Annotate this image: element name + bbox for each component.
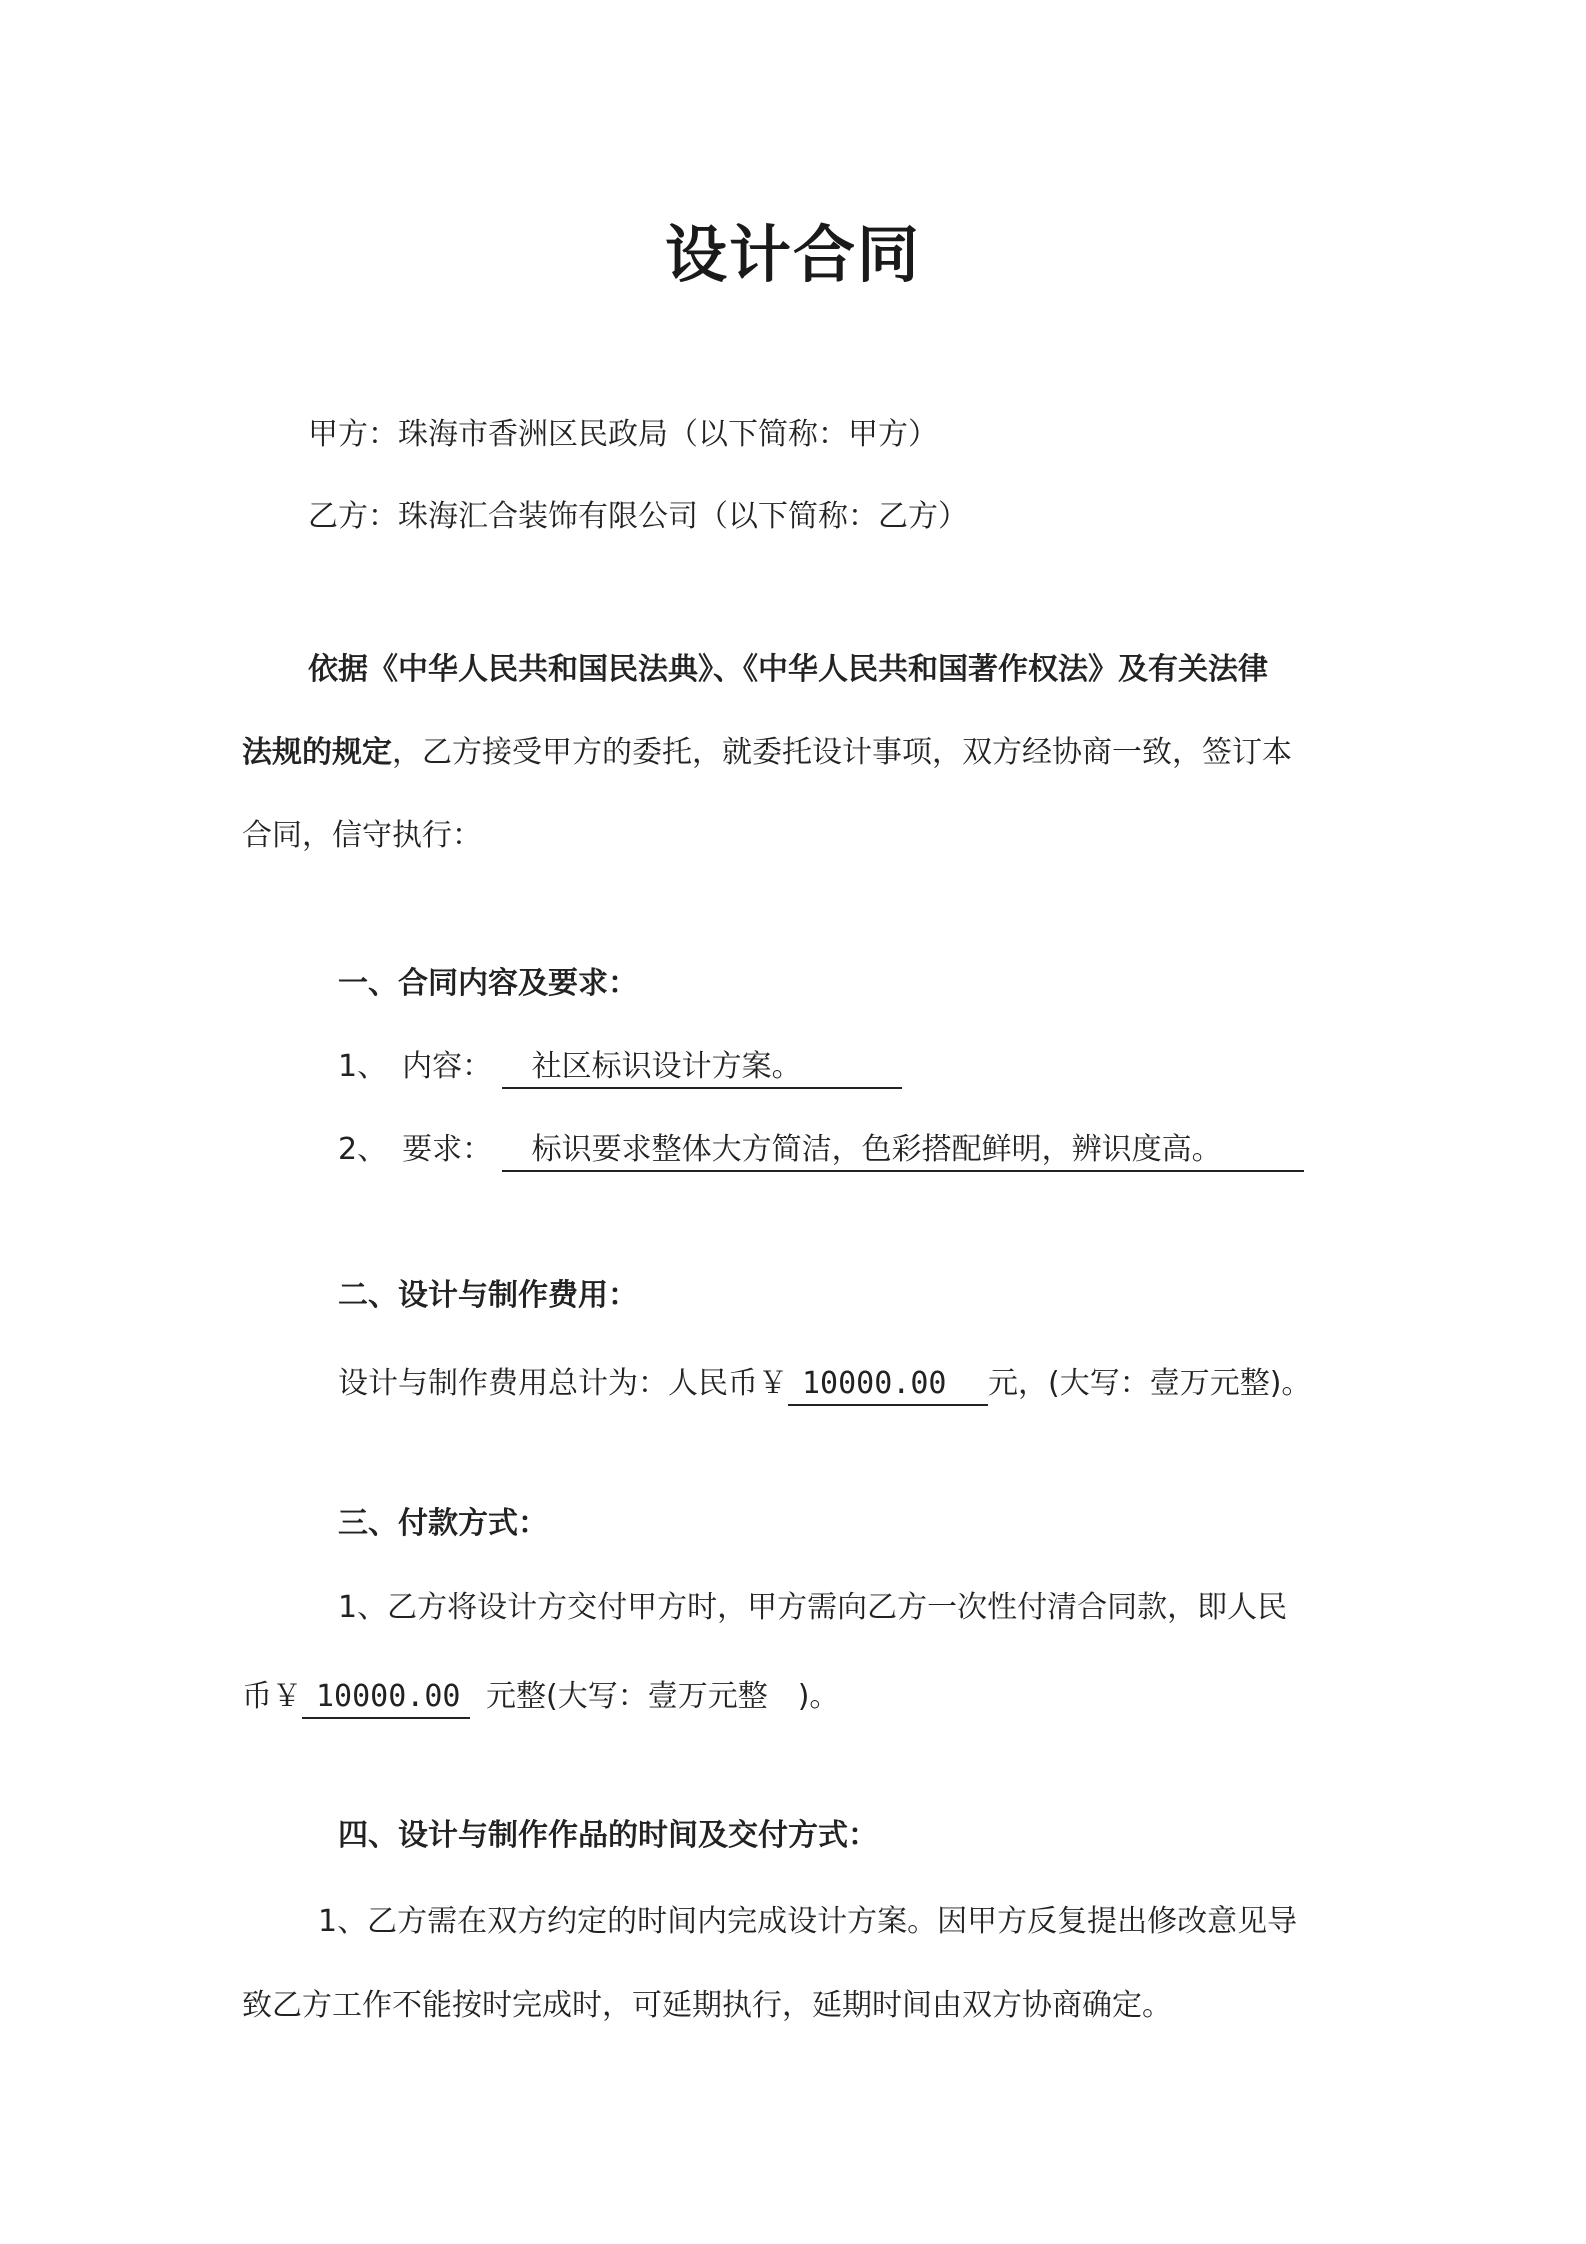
payment-text-after: 元整(大写：壹万元整 )。 (486, 1679, 840, 1714)
section-2-fee-line (338, 1364, 1311, 1406)
section-2-heading: 二、设计与制作费用： (338, 1278, 638, 1313)
section-4-line-2: 致乙方工作不能按时完成时，可延期执行，延期时间由双方协商确定。 (242, 1988, 1172, 2023)
section-4-heading: 四、设计与制作作品的时间及交付方式： (338, 1818, 878, 1853)
document-title: 设计合同 (664, 218, 921, 291)
section-1-item-2 (338, 1130, 1304, 1172)
preamble-line-2 (242, 733, 1292, 773)
fee-amount: 10000.00 (788, 1366, 988, 1406)
preamble-line-1: 依据《中华人民共和国民法典》、《中华人民共和国著作权法》及有关法律 (308, 652, 1268, 687)
section-3-line-1: 1、乙方将设计方交付甲方时，甲方需向乙方一次性付清合同款，即人民 (338, 1590, 1288, 1625)
section-1-item-1 (338, 1047, 902, 1089)
item-1-value: 社区标识设计方案。 (502, 1049, 902, 1089)
preamble-line-2-rest: ，乙方接受甲方的委托，就委托设计事项，双方经协商一致，签订本 (392, 735, 1292, 770)
fee-text-after: 元，(大写：壹万元整)。 (988, 1366, 1312, 1401)
payment-amount: 10000.00 (302, 1679, 470, 1719)
party-a-line: 甲方：珠海市香洲区民政局（以下简称：甲方） (308, 417, 938, 452)
preamble-line-3: 合同，信守执行： (242, 818, 482, 853)
item-1-label: 1、 内容： (338, 1049, 493, 1084)
party-b-line: 乙方：珠海汇合装饰有限公司（以下简称：乙方） (308, 499, 968, 534)
preamble-line-2-bold: 法规的规定 (242, 735, 392, 770)
section-4-line-1: 1、乙方需在双方约定的时间内完成设计方案。因甲方反复提出修改意见导 (318, 1904, 1298, 1939)
item-2-value: 标识要求整体大方简洁，色彩搭配鲜明，辨识度高。 (502, 1132, 1304, 1172)
section-3-line-2 (242, 1677, 839, 1719)
item-2-label: 2、 要求： (338, 1132, 493, 1167)
payment-text-before: 币￥ (242, 1679, 302, 1714)
fee-text-before: 设计与制作费用总计为：人民币￥ (338, 1366, 788, 1401)
section-3-heading: 三、付款方式： (338, 1506, 548, 1541)
section-1-heading: 一、合同内容及要求： (338, 966, 638, 1001)
